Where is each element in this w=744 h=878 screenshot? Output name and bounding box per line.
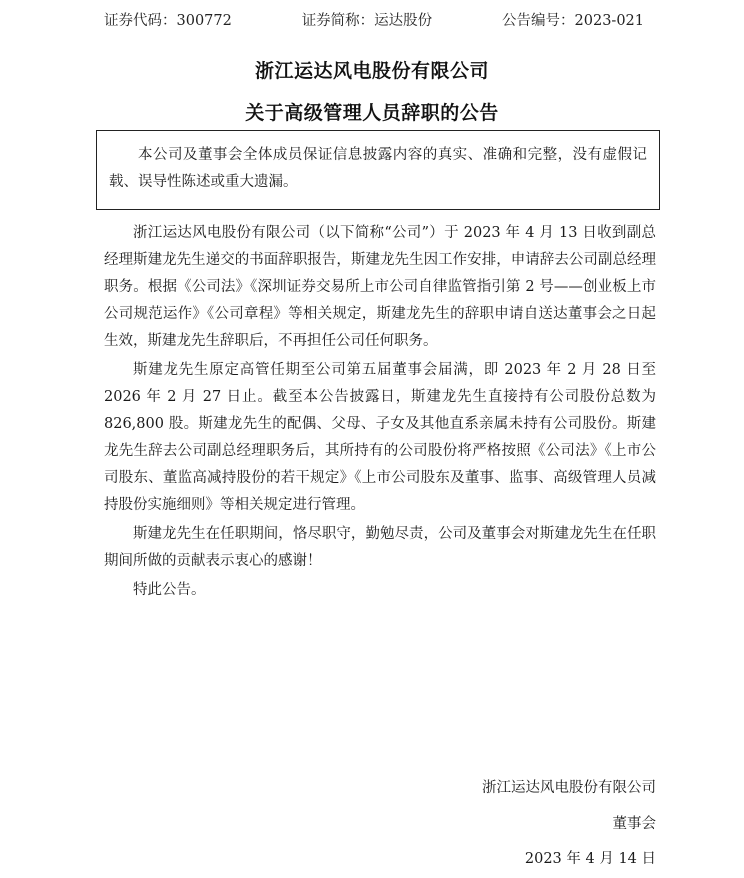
signature-board: 董事会 — [612, 816, 656, 832]
announcement-title: 关于高级管理人员辞职的公告 — [245, 102, 499, 124]
disclaimer-box — [96, 130, 660, 210]
signature-date: 2023 年 4 月 14 日 — [524, 851, 656, 867]
paragraph-thanks: 斯建龙先生在任职期间，恪尽职守，勤勉尽责，公司及董事会对斯建龙先生在任职期间所做的贡献表示衷心的感谢！ — [104, 526, 656, 569]
announcement-number: 公告编号：2023-021 — [502, 13, 644, 29]
paragraph-shareholding: 斯建龙先生原定高管任期至公司第五届董事会届满，即 2023 年 2 月 28 日至 2026 年 2 月 27 日止。截至本公告披露日，斯建龙先生直接持有公司股份总数为 826,800 股。斯建龙先生的配偶、父母、子女及其他直系亲属未持有公司股份。斯建龙先生辞去公司副总经理职务后，其所持有的公司股份将严格按照《公司法》《上市公司股东、董监高减持股份的若干规定》《上市公司股东及董事、监事、高级管理人员减持股份实施细则》等相关规定进行管理。 — [104, 362, 656, 513]
signature-company: 浙江运达风电股份有限公司 — [482, 780, 656, 796]
company-title: 浙江运达风电股份有限公司 — [254, 60, 489, 82]
stock-code: 证券代码：300772 — [104, 13, 232, 29]
paragraph-resignation: 浙江运达风电股份有限公司（以下简称“公司”）于 2023 年 4 月 13 日收到副总经理斯建龙先生递交的书面辞职报告，斯建龙先生因工作安排，申请辞去公司副总经理职务。根据《公司法》《深圳证券交易所上市公司自律监管指引第 2 号——创业板上市公司规范运作》《公司章程》等相关规定，斯建龙先生的辞职申请自送达董事会之日起生效，斯建龙先生辞职后，不再担任公司任何职务。 — [104, 225, 656, 349]
document-header — [104, 10, 644, 32]
disclaimer-text: 本公司及董事会全体成员保证信息披露内容的真实、准确和完整，没有虚假记载、误导性陈述或重大遗漏。 — [109, 147, 647, 190]
paragraph-closing: 特此公告。 — [133, 582, 206, 598]
announcement-body — [104, 220, 656, 606]
stock-short-name: 证券简称：运达股份 — [301, 13, 433, 29]
